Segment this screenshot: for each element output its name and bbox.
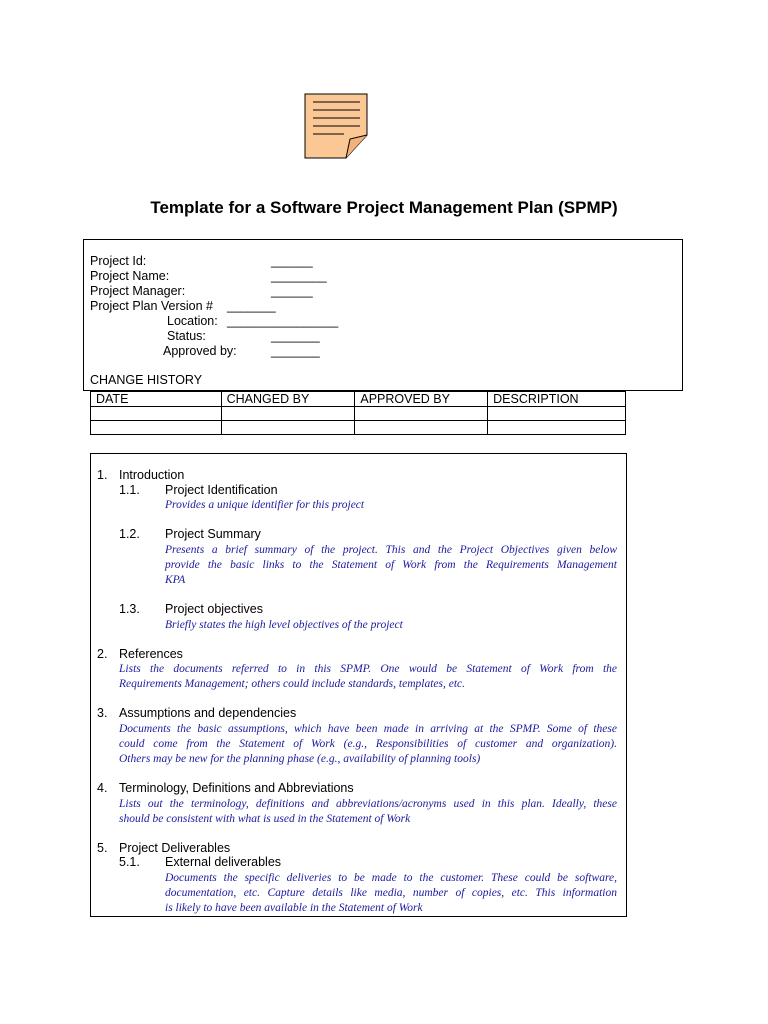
section-description — [165, 543, 617, 588]
table-cell — [221, 421, 355, 435]
change-history-table — [90, 391, 626, 435]
description-line: Requirements Management; others could include standards, templates, etc. — [119, 678, 465, 690]
section-title: Terminology, Definitions and Abbreviations — [119, 781, 354, 795]
subsection-number: 1.1. — [119, 483, 140, 497]
table-cell — [221, 407, 355, 421]
section-description — [119, 662, 617, 692]
section-title: References — [119, 647, 183, 661]
table-cell — [488, 407, 626, 421]
section-number: 2. — [97, 647, 108, 661]
approved-by-blank: _______ — [271, 344, 320, 358]
approved-by-label: Approved by: — [163, 344, 237, 358]
description-line: Documents the basic assumptions, which have been made in arriving at the SPMP. Some of these — [119, 723, 617, 735]
description-line: should be consistent with what is used in the Statement of Work — [119, 813, 411, 825]
section-description — [119, 797, 617, 827]
subsection-number: 5.1. — [119, 855, 140, 869]
table-header-row — [91, 392, 626, 407]
project-version-label: Project Plan Version # — [90, 299, 213, 313]
section-title: Introduction — [119, 468, 185, 482]
section-title: Project Deliverables — [119, 841, 231, 855]
project-id-blank: ______ — [271, 254, 313, 268]
table-row — [91, 421, 626, 435]
column-header: CHANGED BY — [221, 392, 355, 407]
description-line: Presents a brief summary of the project. This and the Project Objectives given below — [165, 544, 617, 556]
section-description — [165, 871, 617, 916]
column-header: DATE — [91, 392, 222, 407]
project-name-label: Project Name: — [90, 269, 170, 283]
section-description — [119, 722, 617, 767]
section-description: Provides a unique identifier for this project — [165, 499, 365, 511]
change-history-title: CHANGE HISTORY — [90, 373, 203, 387]
section-number: 4. — [97, 781, 108, 795]
section-number: 1. — [97, 468, 108, 482]
section-number: 3. — [97, 706, 108, 720]
section-title: Assumptions and dependencies — [119, 706, 297, 720]
subsection-title: External deliverables — [165, 855, 282, 869]
subsection-number: 1.3. — [119, 602, 140, 616]
location-blank: ________________ — [227, 314, 339, 328]
description-line: KPA — [165, 574, 186, 586]
section-description: Briefly states the high level objectives of the project — [165, 619, 403, 631]
status-label: Status: — [167, 329, 206, 343]
description-line: Documents the specific deliveries to be made to the customer. These could be software, — [165, 872, 617, 884]
table-cell — [355, 407, 488, 421]
description-line: documentation, etc. Capture details like media, number of copies, etc. This information — [165, 887, 617, 899]
project-id-label: Project Id: — [90, 254, 147, 268]
description-line: is likely to have been available in the Statement of Work — [165, 902, 423, 914]
project-manager-blank: ______ — [271, 284, 313, 298]
description-line: Lists out the terminology, definitions and abbreviations/acronyms used in this plan. Ideally, these — [119, 798, 617, 810]
project-version-blank: _______ — [227, 299, 276, 313]
section-number: 5. — [97, 841, 108, 855]
column-header: APPROVED BY — [355, 392, 488, 407]
description-line: Lists the documents referred to in this SPMP. One would be Statement of Work from the — [119, 663, 617, 675]
table-cell — [488, 421, 626, 435]
table-cell — [91, 421, 222, 435]
table-cell — [91, 407, 222, 421]
note-icon — [304, 93, 368, 159]
location-label: Location: — [167, 314, 218, 328]
description-line: could come from the Statement of Work (e.g., Responsibilities of customer and organization). — [119, 738, 617, 750]
subsection-title: Project Identification — [165, 483, 278, 497]
description-line: Others may be new for the planning phase (e.g., availability of planning tools) — [119, 753, 481, 765]
description-line: provide the basic links to the Statement of Work from the Requirements Management — [165, 559, 617, 571]
project-manager-label: Project Manager: — [90, 284, 186, 298]
page-title: Template for a Software Project Management Plan (SPMP) — [150, 198, 618, 217]
table-cell — [355, 421, 488, 435]
subsection-title: Project objectives — [165, 602, 263, 616]
status-blank: _______ — [271, 329, 320, 343]
subsection-title: Project Summary — [165, 527, 261, 541]
subsection-number: 1.2. — [119, 527, 140, 541]
project-name-blank: ________ — [271, 269, 327, 283]
table-row — [91, 407, 626, 421]
column-header: DESCRIPTION — [488, 392, 626, 407]
